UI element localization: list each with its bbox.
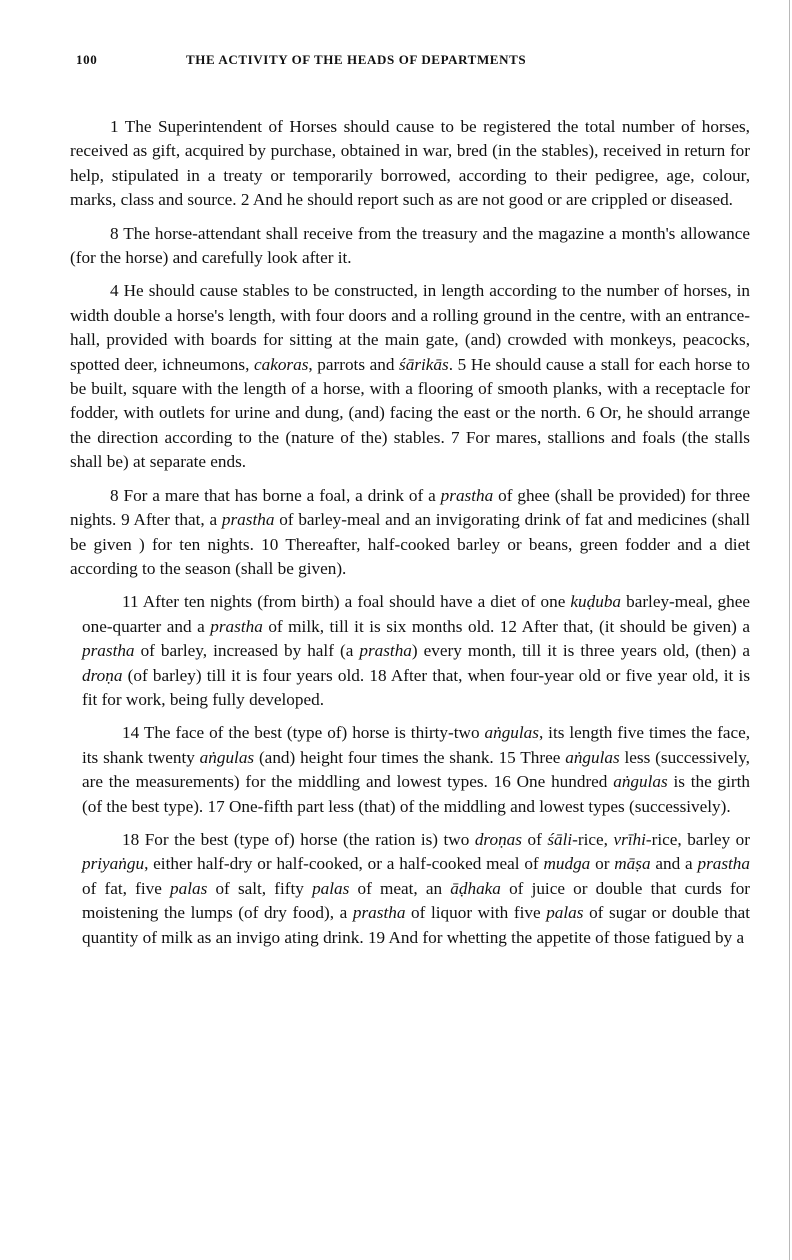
text-run: of liquor with five: [405, 903, 547, 923]
text-run: -rice,: [572, 829, 614, 849]
italic-term: aṅgulas: [199, 747, 255, 767]
text-run: (of barley) till it is four years old.: [122, 665, 370, 685]
page-number: 100: [76, 52, 98, 67]
italic-term: māṣa: [614, 854, 651, 874]
italic-term: prastha: [697, 854, 750, 874]
italic-term: cakoras: [253, 354, 309, 374]
text-run: And for whetting the appetite of those fatigued by a: [388, 927, 745, 947]
text-run: and a: [650, 854, 698, 874]
text-run: .: [448, 354, 458, 374]
text-run: 16: [493, 772, 517, 792]
italic-term: droṇa: [82, 665, 123, 685]
paragraph: [70, 279, 750, 474]
italic-term: prastha: [210, 616, 263, 636]
italic-term: kuḍuba: [570, 592, 622, 612]
text-run: He should cause stables to be constructed, in length according to the number of horses, in width double a horse's length, with four doors and a rolling ground in the centre, with an entrance-hall, provided with boards for sitting at the main gate, (and) crowded with monkeys, peacocks, spotted deer, ichneumons,: [70, 281, 750, 374]
text-run: , either half-dry or half-cooked, or a half-cooked meal of: [144, 854, 544, 874]
text-run: 8: [110, 223, 124, 243]
text-run: of milk, till it is six months old.: [262, 616, 500, 636]
text-run: 18: [369, 665, 391, 685]
text-run: 4: [110, 281, 124, 301]
text-run: 19: [367, 927, 389, 947]
italic-term: palas: [546, 903, 584, 923]
text-run: of barley-meal and an invigorating drink of fat and medicines (shall be given ) for ten nights.: [70, 510, 750, 554]
text-run: of: [521, 829, 548, 849]
text-run: For mares, stallions and foals (the stalls shall be) at separate ends.: [70, 427, 750, 472]
text-run: One hundred: [516, 772, 614, 792]
text-run: of ghee (shall be provided) for three nights.: [70, 485, 750, 530]
text-run: 6: [586, 403, 600, 423]
text-run: of salt, fifty: [207, 878, 313, 898]
italic-term: prastha: [82, 641, 135, 661]
text-run: Thereafter, half-cooked barley or beans, green fodder and a diet according to the season (shall be given).: [70, 534, 750, 578]
text-run: 9: [121, 510, 134, 530]
body-text: [70, 115, 750, 959]
text-run: He should cause a stall for each horse to be built, square with the length of a horse, with a flooring of smooth planks, with a receptacle for fodder, with outlets for urine and dung, (and) facing the east or the north.: [70, 354, 751, 423]
text-run: (and) height four times the shank.: [254, 747, 499, 767]
text-run: ) every month, till it is three years old, (then) a: [411, 641, 750, 661]
text-run: 18: [122, 829, 145, 849]
italic-term: aṅgulas: [613, 772, 668, 792]
italic-term: prastha: [352, 903, 406, 923]
running-title: THE ACTIVITY OF THE HEADS OF DEPARTMENTS: [186, 52, 527, 67]
page-edge-line: [789, 0, 790, 1260]
text-run: of meat, an: [349, 878, 451, 898]
italic-term: palas: [170, 878, 208, 898]
text-run: barley-meal, ghee one-quarter and a: [82, 592, 750, 636]
text-run: 17: [207, 796, 230, 816]
italic-term: prastha: [440, 485, 494, 505]
text-run: , its length five times the face, its shank twenty: [82, 723, 751, 767]
text-run: And he should report such as are not good or are crippled or diseased.: [252, 190, 733, 210]
paragraph: [70, 721, 750, 819]
text-run: After ten nights (from birth) a foal should have a diet of one: [142, 592, 571, 612]
text-run: 7: [451, 427, 466, 447]
page-header: [70, 52, 750, 72]
italic-term: śārikās: [399, 354, 449, 374]
paragraph: [70, 115, 750, 213]
paragraph: [70, 590, 750, 712]
text-run: 2: [240, 190, 253, 210]
text-run: 1: [110, 117, 125, 136]
text-run: or: [590, 854, 615, 874]
text-run: One-fifth part less (that) of the middling and lowest types (successively).: [229, 796, 731, 816]
text-run: 15: [498, 747, 521, 767]
text-run: of barley, increased by half (a: [134, 641, 360, 661]
text-run: The Superintendent of Horses should cause to be registered the total number of horses, received as gift, acquired by purchase, obtained in war, bred (in the stables), received in return for help, stipulated in a treaty or temporarily borrowed, according to their pedigree, age, colour, marks, class and source.: [70, 117, 750, 210]
italic-term: prastha: [221, 510, 275, 530]
text-run: 5: [457, 354, 471, 374]
italic-term: aṅgulas: [565, 747, 620, 767]
text-run: The horse-attendant shall receive from the treasury and the magazine a month's allowance (for the horse) and carefully look after it.: [70, 223, 750, 268]
text-run: 11: [122, 592, 143, 612]
italic-term: prastha: [359, 641, 412, 661]
text-run: less (successively, are the measurements) for the middling and lowest types.: [82, 747, 750, 792]
text-run: The face of the best (type of) horse is thirty-two: [143, 723, 485, 743]
text-run: For a mare that has borne a foal, a drink of a: [123, 485, 441, 505]
text-run: , parrots and: [308, 354, 400, 374]
italic-term: droṇas: [474, 829, 522, 849]
text-run: After that, a: [133, 510, 222, 530]
text-run: -rice, barley or: [645, 829, 750, 849]
text-run: 12: [499, 616, 522, 636]
text-run: is the girth (of the best type).: [82, 772, 750, 816]
italic-term: palas: [312, 878, 350, 898]
paragraph: [70, 484, 750, 582]
italic-term: mudga: [543, 854, 591, 874]
text-run: After that, (it should be given) a: [521, 616, 750, 636]
paragraph: [70, 828, 750, 950]
text-run: Three: [520, 747, 566, 767]
paragraph: [70, 222, 750, 271]
text-run: 14: [122, 723, 144, 743]
italic-term: āḍhaka: [450, 878, 501, 898]
text-run: of fat, five: [82, 878, 171, 898]
italic-term: śāli: [547, 829, 573, 849]
text-run: of sugar or double that quantity of milk as an invigo ating drink.: [82, 903, 750, 947]
text-run: Or, he should arrange the direction according to the (nature of the) stables.: [70, 403, 751, 447]
text-run: 10: [261, 534, 286, 554]
text-run: 8: [110, 485, 124, 505]
text-run: of juice or double that curds for moistening the lumps (of dry food), a: [82, 878, 751, 923]
italic-term: vrīhi: [613, 829, 646, 849]
italic-term: aṅgulas: [484, 723, 539, 743]
italic-term: priyaṅgu: [82, 854, 145, 874]
text-run: For the best (type of) horse (the ration is) two: [144, 829, 475, 849]
text-run: After that, when four-year old or five year old, it is fit for work, being fully developed.: [82, 665, 751, 709]
